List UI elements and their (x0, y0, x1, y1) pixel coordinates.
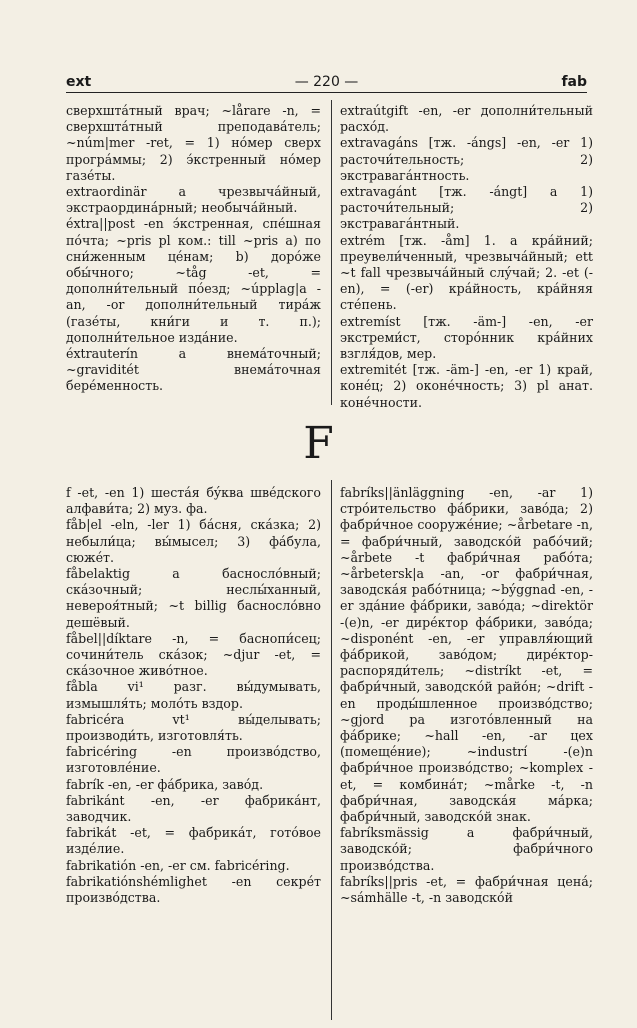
entry: fabríks||änläggning -en, -ar 1) стрóительство фáбрики, завóда; 2) фабри́чное сооружéние; ~årbetare -n, = фабри́чный, заводскóй рабóчий; ~årbete -t фабри́чная рабóта; ~årbetersk|a -an, -or фабри́чная, заводскáя рабóтница; ~býggnad -en, -er здáние фáбрики, завóда; ~direktör -(e)n, -er дирéктор фáбрики, завóда; ~disponént -en, -er управля́ющий фáбрикой, завóдом; дирéктор-распоряди́тель; ~distríkt -et, = фабри́чный, заводскóй райóн; ~drift -en проды́шленное произвóдство; ~gjord pa изготóвленный на фáбрике; ~hall -en, -ar цех (помещéние); ~industrí -(e)n фабри́чное произвóдство; ~komplex -et, = комбинáт; ~mårke -t, -n фабри́чная, заводскáя мáрка; фабри́чный, заводскóй знак. (340, 485, 593, 825)
entry: сверхштáтный врач; ~lårare -n, = сверхштáтный преподавáтель; ~núm|mer -ret, = 1) нóмер сверх прогрáммы; 2) э́кстренный нóмер газéты. (66, 103, 321, 183)
column-bottom-right (340, 485, 593, 906)
entry: fabrikánt -en, -er фабрикáнт, заводчик. (66, 792, 321, 825)
entry: fabríksmässig а фабри́чный, заводскóй; фабри́чного произвóдства. (340, 825, 593, 873)
header-left-guide-word: ext (66, 74, 92, 90)
entry: fåbla vi¹ разг. вы́думывать, измышля́ть; молóть вздор. (66, 679, 321, 711)
header-right-guide-word: fab (561, 74, 587, 90)
entry: extraútgift -en, -er дополни́тельный расхóд. (340, 103, 593, 135)
page-number: — 220 — (294, 74, 359, 90)
page-header (66, 70, 587, 93)
column-top-right (340, 103, 593, 411)
column-divider-top (331, 100, 332, 405)
entry: fabrík -en, -er фáбрика, завóд. (66, 776, 264, 792)
entry: extravagáns [тж. -ángs] -en, -er 1) расточи́тельность; 2) экстравагáнтность. (340, 135, 593, 183)
section-letter: F (303, 418, 334, 469)
entry: fabrikatiónshémlighet -en секрéт произвóдства. (66, 873, 321, 906)
entry: extremitét [тж. -äm-] -en, -er 1) край, конéц; 2) оконéчность; 3) pl анат. конéчности. (340, 362, 593, 410)
entry: éxtrauterín а внемáточный; ~graviditét внемáточная берéменность. (66, 346, 321, 394)
entry: extravagánt [тж. -ángt] а 1) расточи́тельный; 2) экстравагáнтный. (340, 184, 593, 232)
column-top-left (66, 103, 321, 395)
entry: fåbel||díktare -n, = баснопи́сец; сочини́тель скáзок; ~djur -et, = скáзочное живóтное. (66, 630, 321, 679)
entry: f -et, -en 1) шестáя бýква швéдского алфави́та; 2) муз. фа. (66, 485, 321, 517)
entry: fabríks||pris -et, = фабри́чная ценá; ~sámhälle -t, -n заводскóй (340, 873, 593, 906)
column-divider-bottom (331, 480, 332, 1020)
entry: extraordinär а чрезвычáйный, экстраординáрный; необычáйный. (66, 184, 321, 216)
entry: fabricéring -en произвóдство, изготовлéние. (66, 744, 321, 776)
entry: fåbelaktig а басносло́вный; скáзочный; неслы́ханный, невероя́тный; ~t billig басносло́вно дешёвый. (66, 566, 321, 630)
entry: éxtra||post -en э́кстренная, спéшная пóчта; ~pris pl ком.: till ~pris а) по сни́женным цéнам; b) дорóже обы́чного; ~tåg -et, = дополни́тельный пóезд; ~úpplag|a -an, -or дополни́тельный тирáж (газéты, кни́ги и т. п.); дополни́тельное издáние. (66, 216, 321, 345)
column-bottom-left (66, 485, 321, 906)
entry: fabricéra vt¹ вы́делывать; производи́ть, изготовля́ть. (66, 711, 321, 744)
entry: fåb|el -eln, -ler 1) бáсня, скáзка; 2) небыли́ца; вы́мысел; 3) фáбула, сюжéт. (66, 517, 321, 565)
entry: extrém [тж. -åm] 1. а крáйний; преувели́ченный, чрезвычáйный; ett ~t fall чрезвычáйный слýчай; 2. -et (-en), = (-er) крáйность, крáйняя стéпень. (340, 232, 593, 313)
entry: fabrikatión -en, -er см. fabricéring. (66, 857, 290, 873)
entry: extremíst [тж. -äm-] -en, -er экстреми́ст, сторóнник крáйних взгля́дов, мер. (340, 313, 593, 362)
entry: fabrikát -et, = фабрикáт, готóвое издéлие. (66, 825, 321, 857)
